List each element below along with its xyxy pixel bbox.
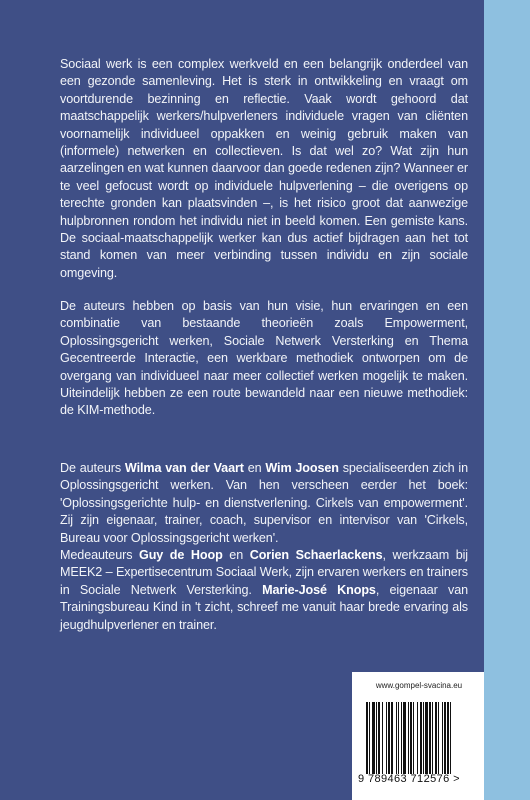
description-paragraph-2: De auteurs hebben op basis van hun visie, hun ervaringen en een combinatie van bestaande theorieën zoals Empowerment, Oplossingsgericht werken, Sociale Netwerk Versterking en Thema Gecentreerde Interactie, een werkbare methodiek ontworpen om de overgang van individueel naar meer collectief werken mogelijk te maken. Uiteindelijk hebben ze een route bewandeld naar een nieuwe methodiek: de KIM-methode. [60, 299, 468, 418]
barcode-bar [391, 702, 393, 774]
barcode-bar [423, 702, 424, 774]
barcode-bar [425, 702, 428, 774]
barcode-bar [420, 702, 422, 774]
barcode-bar [386, 702, 387, 774]
barcode-bar [435, 702, 437, 774]
barcode-bar [388, 702, 390, 774]
barcode-bar [398, 702, 399, 774]
barcode-bar [450, 702, 451, 774]
cover-edge-strip [484, 0, 530, 800]
author-bio-1: De auteurs Wilma van der Vaart en Wim Joosen specialiseerden zich in Oplossingsgericht werken. Van hen verscheen eerder het boek: 'Oplossingsgerichte hulp- en dienstverlening. Cirkels van empowerment'. Zij zijn eigenaar, trainer, coach, supervisor en intervisor van 'Cirkels, Bureau voor Oplossingsgericht werken'. [60, 461, 468, 545]
barcode-bar [413, 702, 414, 774]
author-name: Wilma van der Vaart [124, 461, 244, 475]
author-name: Marie-José Knops [262, 582, 376, 597]
barcode-bar [432, 702, 433, 774]
barcode-panel [352, 672, 486, 800]
barcode-bar [366, 702, 368, 774]
author-name: Corien Schaerlackens [249, 548, 383, 563]
barcode-bar [410, 702, 412, 774]
barcode-bar [396, 702, 397, 774]
barcode-bar [429, 702, 431, 774]
barcode-bar [447, 702, 449, 774]
barcode-bar [403, 702, 406, 774]
author-bio [60, 460, 468, 634]
barcode-icon [366, 702, 474, 774]
author-name: Guy de Hoop [139, 548, 223, 563]
barcode-bar [442, 702, 443, 774]
barcode-bar [369, 702, 370, 774]
author-bio-2: Medeauteurs Guy de Hoop en Corien Schaerlackens, werkzaam bij MEEK2 – Expertisecentrum Sociaal Werk, zijn ervaren werkers en trainers in Sociale Netwerk Versterking. Marie-José Knops, eigenaar van Trainingsbureau Kind in 't zicht, schreef me vanuit haar brede ervaring als jeugdhulpverlener en trainer. [60, 548, 469, 632]
barcode-bar [372, 702, 375, 774]
description-paragraph-1: Sociaal werk is een complex werkveld en een belangrijk onderdeel van een gezonde samenleving. Het is sterk in ontwikkeling en vraagt om voortdurende bezinning en reflectie. Vaak wordt gehoord dat maatschappelijk werkers/hulpverleners individuele vragen van cliënten voornamelijk individueel oppakken en weinig gebruik maken van (informele) netwerken en collectieven. Is dat wel zo? Wat zijn hun aarzelingen en wat kunnen daarvoor dan goede redenen zijn? Wanneer er te veel gefocust wordt op individuele hulpverlening – die overigens op terechte gronden kan plaatsvinden –, is het risico groot dat aanwezige hulpbronnen rondom het individu niet in beeld komen. Een gemiste kans. De sociaal-maatschappelijk werker kan dus actief bijdragen aan het tot stand komen van meer verbinding tussen individu en zijn sociale omgeving. [60, 57, 468, 280]
isbn-number: 9 789463 712576 > [358, 773, 460, 785]
barcode-bar [401, 702, 402, 774]
barcode-bar [444, 702, 446, 774]
barcode-bar [378, 702, 380, 774]
barcode-bar [417, 702, 418, 774]
barcode-bar [382, 702, 383, 774]
publisher-website: www.gompel-svacina.eu [375, 681, 463, 690]
barcode-bar [438, 702, 439, 774]
author-name: Wim Joosen [265, 461, 339, 475]
barcode-bar [376, 702, 377, 774]
barcode-bar [408, 702, 409, 774]
